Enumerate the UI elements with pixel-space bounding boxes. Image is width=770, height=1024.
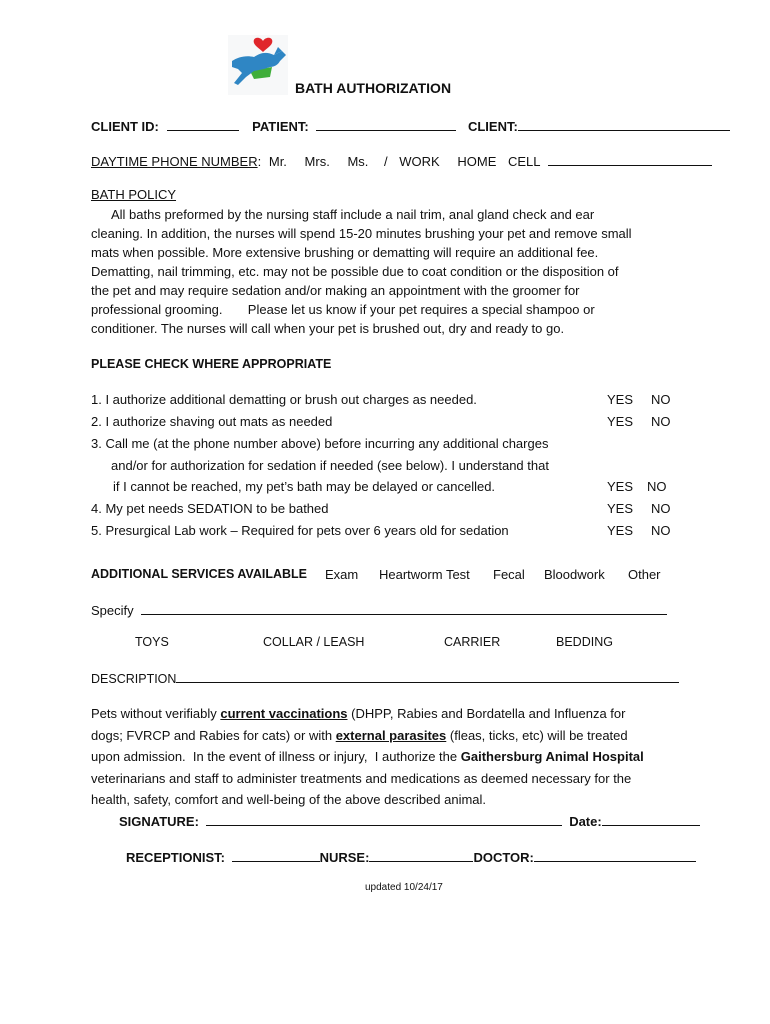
specify-label: Specify <box>91 603 134 618</box>
dog-jumping-heart-icon <box>224 33 296 97</box>
policy-line: professional grooming. Please let us know if your pet requires a special shampoo or <box>91 302 595 317</box>
check-item-3-line2: and/or for authorization for sedation if needed (see below). I understand that <box>111 458 549 473</box>
current-vaccinations: current vaccinations <box>220 706 348 721</box>
item2-yes[interactable]: YES <box>607 414 634 429</box>
phone-colon: : <box>257 154 262 169</box>
bath-policy-heading: BATH POLICY <box>91 187 177 202</box>
checklist-heading: PLEASE CHECK WHERE APPROPRIATE <box>91 357 332 371</box>
consent-text: health, safety, comfort and well-being of the above described animal. <box>91 792 487 807</box>
client-id-field[interactable] <box>167 118 239 131</box>
belonging-carrier[interactable]: CARRIER <box>444 635 501 649</box>
policy-line: Dematting, nail trimming, etc. may not be possible due to coat condition or the disposition of <box>91 264 619 279</box>
item3-yes[interactable]: YES <box>607 479 634 494</box>
hospital-name: Gaithersburg Animal Hospital <box>460 749 644 764</box>
client-info-row <box>91 118 730 134</box>
policy-line: cleaning. In addition, the nurses will spend 15-20 minutes brushing your pet and remove small <box>91 226 632 241</box>
policy-line: mats when possible. More extensive brushing or dematting will require an additional fee. <box>91 245 599 260</box>
bath-policy-text <box>91 205 691 338</box>
policy-line: conditioner. The nurses will call when your pet is brushed out, dry and ready to go. <box>91 321 565 336</box>
signature-field[interactable] <box>206 813 562 826</box>
updated-date: updated 10/24/17 <box>365 882 443 893</box>
item3-no[interactable]: NO <box>647 479 667 494</box>
item4-yes[interactable]: YES <box>607 501 634 516</box>
check-item-1: 1. I authorize additional dematting or brush out charges as needed. <box>91 392 477 407</box>
external-parasites: external parasites <box>335 727 447 743</box>
phone-cell[interactable]: CELL <box>507 154 541 169</box>
phone-row <box>91 153 712 169</box>
consent-text: (fleas, ticks, etc) will be treated <box>446 727 628 743</box>
belonging-toys[interactable]: TOYS <box>135 635 169 649</box>
item5-no[interactable]: NO <box>651 523 671 538</box>
service-exam[interactable]: Exam <box>325 567 359 582</box>
service-heartworm-test[interactable]: Heartworm Test <box>379 567 470 582</box>
item1-no[interactable]: NO <box>651 392 671 407</box>
check-item-3: 3. Call me (at the phone number above) before incurring any additional charges <box>91 436 549 451</box>
receptionist-field[interactable] <box>232 849 320 862</box>
title-mrs[interactable]: Mrs. <box>304 154 330 169</box>
nurse-field[interactable] <box>369 849 473 862</box>
consent-text: Pets without verifiably <box>91 706 221 721</box>
page-title: BATH AUTHORIZATION <box>295 80 452 96</box>
client-label: CLIENT: <box>467 119 518 134</box>
consent-text: (DHPP, Rabies and Bordatella and Influenza for <box>347 706 626 721</box>
date-label: Date: <box>569 814 602 829</box>
date-field[interactable] <box>602 813 700 826</box>
consent-text: upon admission. In the event of illness or injury, I authorize the <box>91 749 461 764</box>
title-ms[interactable]: Ms. <box>347 154 369 169</box>
check-item-2: 2. I authorize shaving out mats as needed <box>91 414 333 429</box>
specify-field[interactable] <box>141 602 667 615</box>
check-item-4: 4. My pet needs SEDATION to be bathed <box>91 501 329 516</box>
receptionist-label: RECEPTIONIST: <box>126 850 225 865</box>
item1-yes[interactable]: YES <box>607 392 634 407</box>
patient-label: PATIENT: <box>252 119 309 134</box>
patient-field[interactable] <box>316 118 456 131</box>
policy-line: the pet and may require sedation and/or making an appointment with the groomer for <box>91 283 580 298</box>
title-mr[interactable]: Mr. <box>268 154 287 169</box>
client-field[interactable] <box>518 118 730 131</box>
phone-field[interactable] <box>548 153 712 166</box>
belonging-collar-leash[interactable]: COLLAR / LEASH <box>263 635 365 649</box>
check-item-5: 5. Presurgical Lab work – Required for pets over 6 years old for sedation <box>91 523 509 538</box>
doctor-field[interactable] <box>534 849 696 862</box>
belonging-bedding[interactable]: BEDDING <box>556 635 613 649</box>
signature-row <box>119 813 700 829</box>
doctor-label: DOCTOR: <box>473 850 534 865</box>
consent-paragraph <box>91 703 691 811</box>
clinic-logo <box>224 33 296 97</box>
additional-services-label: ADDITIONAL SERVICES AVAILABLE <box>91 567 307 581</box>
signature-label: SIGNATURE: <box>119 814 199 829</box>
item5-yes[interactable]: YES <box>607 523 634 538</box>
service-fecal[interactable]: Fecal <box>493 567 525 582</box>
separator-slash: / <box>384 154 388 169</box>
consent-text: dogs; FVRCP and Rabies for cats) or with <box>91 727 336 743</box>
service-other[interactable]: Other <box>628 567 661 582</box>
description-label: DESCRIPTION <box>91 672 177 686</box>
specify-row <box>91 602 667 618</box>
item4-no[interactable]: NO <box>651 501 671 516</box>
phone-home[interactable]: HOME <box>457 154 497 169</box>
description-row <box>91 670 679 686</box>
check-item-3-line3: if I cannot be reached, my pet’s bath may be delayed or cancelled. <box>113 479 496 494</box>
policy-line: All baths preformed by the nursing staff include a nail trim, anal gland check and ear <box>111 207 595 222</box>
description-field[interactable] <box>176 670 679 683</box>
client-id-label: CLIENT ID: <box>91 119 159 134</box>
phone-work[interactable]: WORK <box>399 154 440 169</box>
item2-no[interactable]: NO <box>651 414 671 429</box>
phone-label: DAYTIME PHONE NUMBER <box>91 154 258 169</box>
consent-text: veterinarians and staff to administer treatments and medications as deemed necessary for the <box>91 770 632 786</box>
nurse-label: NURSE: <box>319 850 370 865</box>
service-bloodwork[interactable]: Bloodwork <box>544 567 605 582</box>
staff-row <box>126 849 696 865</box>
